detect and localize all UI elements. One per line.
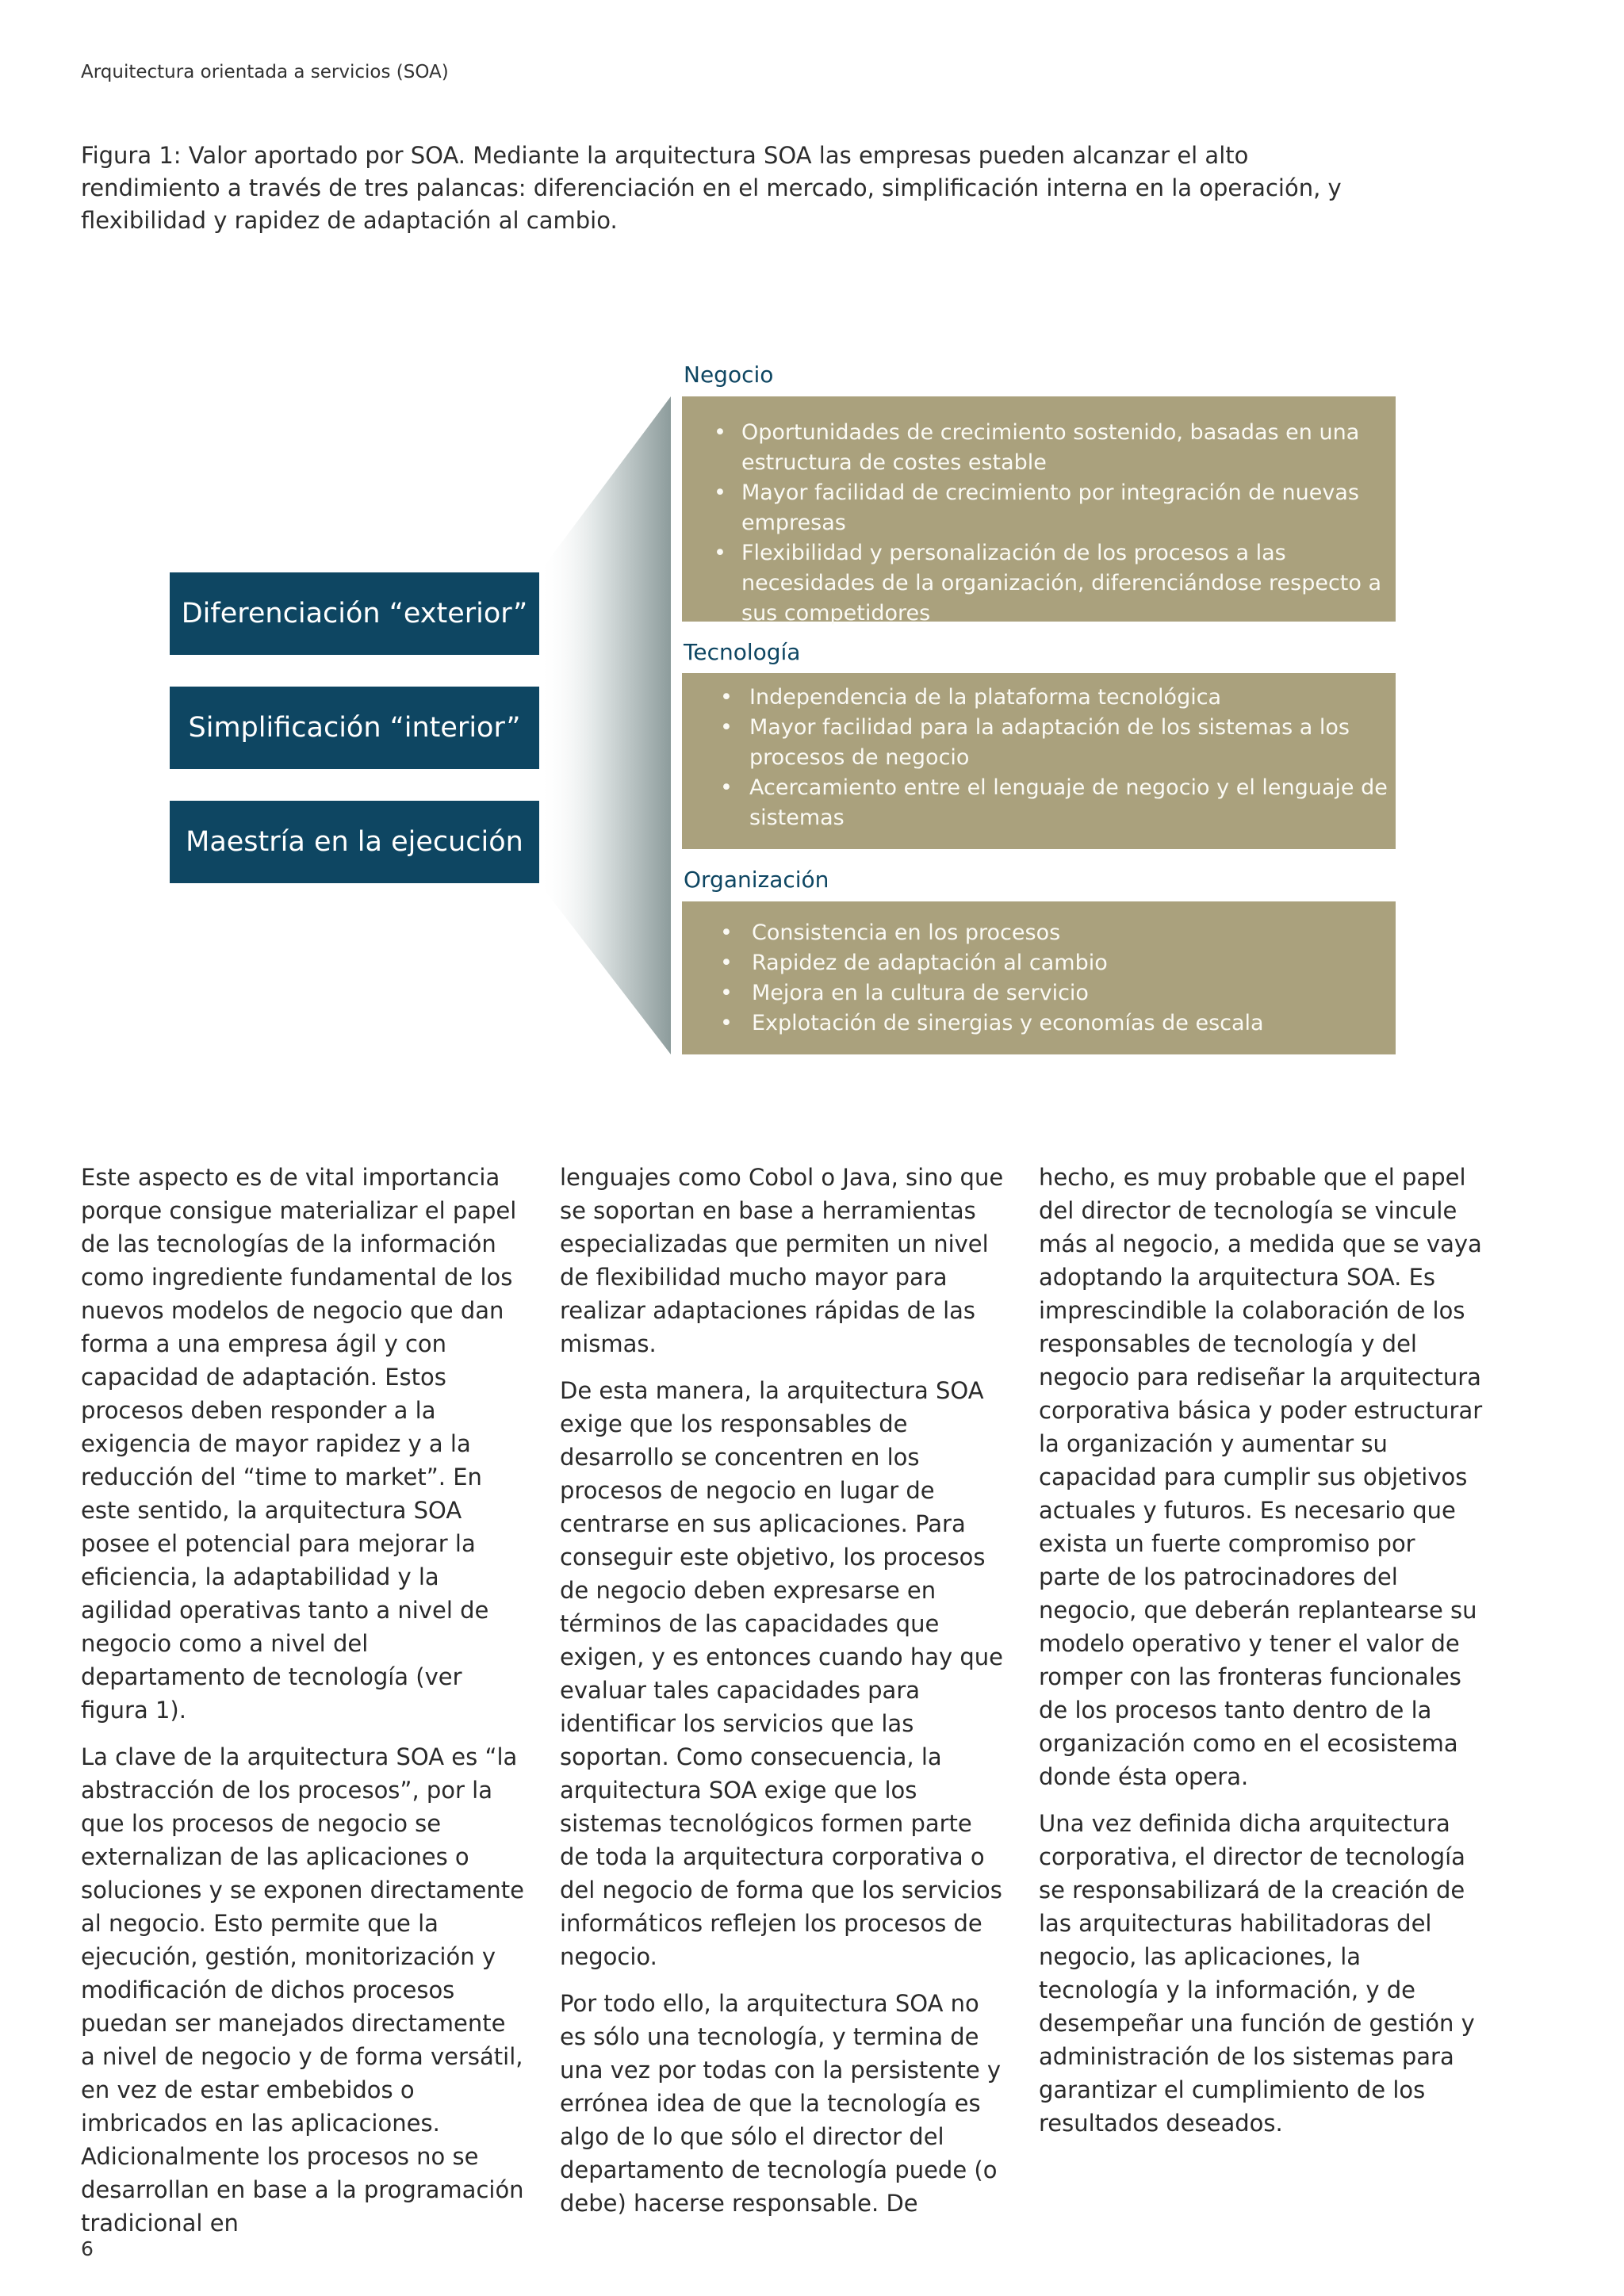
lever-differentiation: Diferenciación “exterior”	[170, 572, 539, 655]
running-header: Arquitectura orientada a servicios (SOA)	[81, 62, 449, 82]
list-item: • Mayor facilidad de crecimiento por integración de nuevas empresas	[682, 478, 1396, 538]
text-column-3	[1039, 1161, 1483, 2153]
figure-caption: Figura 1: Valor aportado por SOA. Mediante la arquitectura SOA las empresas pueden alcanzar el alto rendimiento a través de tres palancas: diferenciación en el mercado, simplificación interna en la operación, y flexibilidad y rapidez de adaptación al cambio.	[81, 142, 1342, 234]
paragraph: Por todo ello, la arquitectura SOA no es sólo una tecnología, y termina de una vez por todas con la persistente y errónea idea de que la tecnología es algo de lo que sólo el director del departamento de tecnología puede (o debe) hacerse responsable. De	[560, 1990, 1002, 2217]
section-title-tecnologia: Tecnología	[684, 639, 801, 665]
lever-simplification: Simplificación “interior”	[170, 687, 539, 769]
lever-execution: Maestría en la ejecución	[170, 801, 539, 883]
list-item: • Independencia de la plataforma tecnológica	[682, 683, 1396, 713]
bullet-icon: •	[720, 775, 733, 800]
section-box-negocio	[682, 396, 1396, 626]
paragraph: De esta manera, la arquitectura SOA exige que los responsables de desarrollo se concentren en los procesos de negocio en lugar de centrarse en sus aplicaciones. Para conseguir este objetivo, los procesos de negocio deben expresarse en términos de las capacidades que exigen, y es entonces cuando hay que evaluar tales capacidades para identificar los servicios que las soportan. Como consecuencia, la arquitectura SOA exige que los sistemas tecnológicos formen parte de toda la arquitectura corporativa o del negocio de forma que los servicios informáticos reflejen los procesos de negocio.	[560, 1377, 1004, 1970]
list-item: • Oportunidades de crecimiento sostenido, basadas en una estructura de costes estable	[682, 418, 1396, 478]
list-item: • Flexibilidad y personalización de los procesos a las necesidades de la organización, diferenciándose respecto a sus competidores	[682, 538, 1396, 629]
bullet-icon: •	[714, 480, 726, 505]
section-title-organizacion: Organización	[684, 867, 829, 893]
page-number: 6	[81, 2237, 94, 2260]
text-column-1	[81, 1161, 525, 2253]
list-item: • Consistencia en los procesos	[682, 918, 1396, 948]
text-column-2	[560, 1161, 1004, 2233]
list-item: • Rapidez de adaptación al cambio	[682, 948, 1396, 978]
bullet-icon: •	[720, 1011, 733, 1035]
bullet-icon: •	[720, 951, 733, 975]
section-title-negocio: Negocio	[684, 362, 774, 388]
bullet-icon: •	[720, 685, 733, 710]
list-item: • Explotación de sinergias y economías de escala	[682, 1008, 1396, 1039]
list-item: • Mejora en la cultura de servicio	[682, 978, 1396, 1008]
bullet-icon: •	[720, 715, 733, 740]
paragraph: lenguajes como Cobol o Java, sino que se soportan en base a herramientas especializadas que permiten un nivel de flexibilidad mucho mayor para realizar adaptaciones rápidas de las mismas.	[560, 1164, 1004, 1357]
bullet-icon: •	[714, 420, 726, 445]
section-box-organizacion	[682, 901, 1396, 1054]
bullet-icon: •	[720, 981, 733, 1005]
list-item: • Acercamiento entre el lenguaje de negocio y el lenguaje de sistemas	[682, 773, 1396, 833]
list-item: • Mayor facilidad para la adaptación de los sistemas a los procesos de negocio	[682, 713, 1396, 773]
bullet-icon: •	[720, 920, 733, 945]
paragraph: Este aspecto es de vital importancia porque consigue materializar el papel de las tecnologías de la información como ingrediente fundamental de los nuevos modelos de negocio que dan forma a una empresa ágil y con capacidad de adaptación. Estos procesos deben responder a la exigencia de mayor rapidez y a la reducción del “time to market”. En este sentido, la arquitectura SOA posee el potencial para mejorar la eficiencia, la adaptabilidad y la agilidad operativas tanto a nivel de negocio como a nivel del departamento de tecnología (ver figura 1).	[81, 1164, 517, 1724]
paragraph: hecho, es muy probable que el papel del director de tecnología se vincule más al negocio, a medida que se vaya adoptando la arquitectura SOA. Es imprescindible la colaboración de los responsables de tecnología y del negocio para rediseñar la arquitectura corporativa básica y poder estructurar la organización y aumentar su capacidad para cumplir sus objetivos actuales y futuros. Es necesario que exista un fuerte compromiso por parte de los patrocinadores del negocio, que deberán replantearse su modelo operativo y tener el valor de romper con las fronteras funcionales de los procesos tanto dentro de la organización como en el ecosistema donde ésta opera.	[1039, 1164, 1483, 1790]
bullet-icon: •	[714, 541, 726, 565]
section-box-tecnologia	[682, 673, 1396, 849]
paragraph: La clave de la arquitectura SOA es “la abstracción de los procesos”, por la que los procesos de negocio se externalizan de las aplicaciones o soluciones y se exponen directamente al negocio. Esto permite que la ejecución, gestión, monitorización y modificación de dichos procesos puedan ser manejados directamente a nivel de negocio y de forma versátil, en vez de estar embebidos o imbricados en las aplicaciones. Adicionalmente los procesos no se desarrollan en base a la programación tradicional en	[81, 1743, 524, 2237]
paragraph: Una vez definida dicha arquitectura corporativa, el director de tecnología se responsabilizará de la creación de las arquitecturas habilitadoras del negocio, las aplicaciones, la tecnología y la información, y de desempeñar una función de gestión y administración de los sistemas para garantizar el cumplimiento de los resultados deseados.	[1039, 1810, 1475, 2137]
